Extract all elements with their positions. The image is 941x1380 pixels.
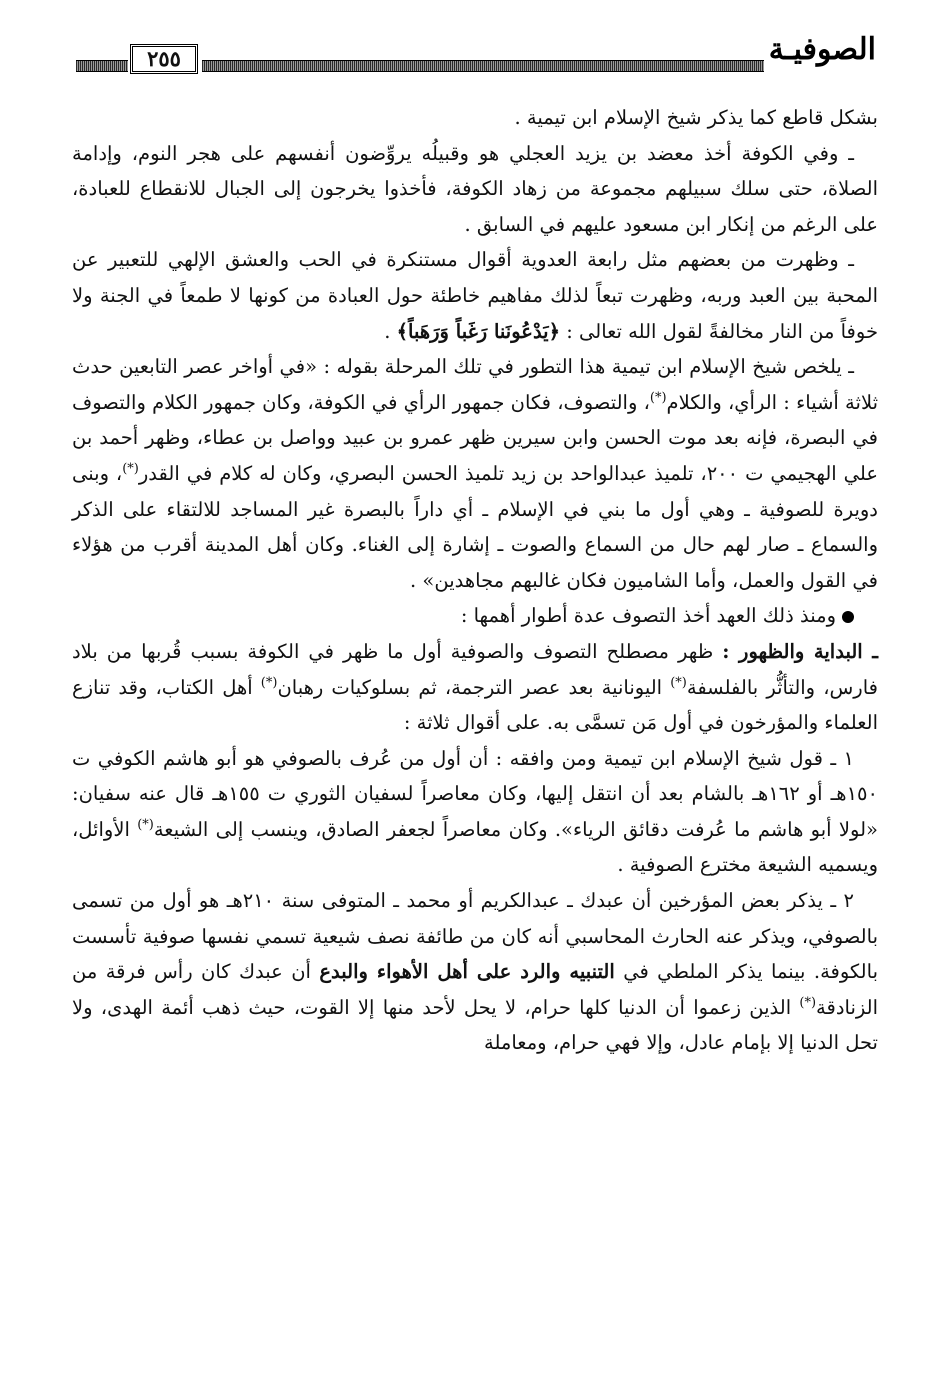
footnote-mark: (*) xyxy=(649,390,667,406)
paragraph-4-c: ، وبنى دويرة للصوفية ـ وهي أول ما بني في الإسلام ـ أي داراً بالبصرة غير المساجد للالتقاء على الذكر والسماع ـ صار لهم حال من السماع والصوت ـ إشارة إلى الغناء. وكان أهل المدينة أقرب من هؤلاء في القول والعمل، وأما الشاميون فكان غالبهم مجاهدين» . xyxy=(72,461,878,592)
paragraph-3-end: . xyxy=(384,319,397,343)
page-body xyxy=(72,100,878,1061)
book-title: التنبيه والرد على أهل الأهواء والبدع xyxy=(319,960,615,984)
page-header xyxy=(76,28,876,78)
footnote-mark: (*) xyxy=(799,995,817,1011)
paragraph-3-text: ـ وظهرت من بعضهم مثل رابعة العدوية أقوال مستنكرة في الحب والعشق الإلهي للتعبير عن المحبة بين العبد وربه، وظهرت تبعاً لذلك مفاهيم خاطئة حول العبادة من كونها لا طمعاً في الجنة ولا خوفاً من النار مخالفةً لقول الله تعالى : xyxy=(72,248,878,343)
section-label: ـ البداية والظهور : xyxy=(722,639,879,663)
paragraph-2: ـ وفي الكوفة أخذ معضد بن يزيد العجلي هو وقبيلُه يروِّضون أنفسهم على هجر النوم، وإدامة الصلاة، حتى سلك سبيلهم مجموعة من زهاد الكوفة، فأخذوا يخرجون إلى الجبال للانقطاع للعبادة، على الرغم من إنكار ابن مسعود عليهم في السابق . xyxy=(72,141,878,236)
paragraph-8 xyxy=(72,883,878,1061)
paragraph-6-c: أهل الكتاب، وقد تنازع العلماء والمؤرخون في أول مَن تسمَّى به. على أقوال ثلاثة : xyxy=(72,675,878,735)
footnote-mark: (*) xyxy=(122,461,139,477)
running-title: الصوفيـة xyxy=(768,32,876,67)
paragraph-5 xyxy=(72,598,878,634)
paragraph-8-a: ٢ ـ يذكر بعض المؤرخين أن عبدك ـ عبدالكريم أو محمد ـ المتوفى سنة ٢١٠هـ هو أول من تسمى بالصوفي، ويذكر عنه الحارث المحاسبي أنه كان من طائفة نصف شيعية تسمي نفسها صوفية تأسست بالكوفة. بينما يذكر الملطي في xyxy=(72,889,878,984)
paragraph-7-a: ١ ـ قول شيخ الإسلام ابن تيمية ومن وافقه : أن أول من عُرف بالصوفي هو أبو هاشم الكوفي ت ١٥٠هـ أو ١٦٢هـ بالشام بعد أن انتقل إليها، وكان معاصراً لسفيان الثوري ت ١٥٥هـ قال عنه سفيان: «لولا أبو هاشم ما عُرفت دقائق الرياء». وكان معاصراً لجعفر الصادق، وينسب إلى الشيعة xyxy=(72,746,878,841)
paragraph-7 xyxy=(72,741,878,883)
footnote-mark: (*) xyxy=(670,675,687,690)
bullet-icon xyxy=(842,611,854,623)
paragraph-4 xyxy=(72,349,878,598)
paragraph-5-text: ومنذ ذلك العهد أخذ التصوف عدة أطوار أهمها : xyxy=(460,604,836,628)
page-number: ٢٥٥ xyxy=(130,44,198,74)
paragraph-7-b: الأوائل، ويسميه الشيعة مخترع الصوفية . xyxy=(72,817,878,877)
header-rule xyxy=(202,60,764,72)
quran-verse: ﴿يَدْعُونَنا رَغَباً وَرَهَباً﴾ xyxy=(396,319,561,343)
paragraph-6 xyxy=(72,634,878,741)
paragraph-6-a: ظهر مصطلح التصوف والصوفية أول ما ظهر في الكوفة بسبب قُربها من بلاد فارس، والتأثُّر بالفلسفة xyxy=(72,639,878,699)
header-rule-left xyxy=(76,60,128,72)
footnote-mark: (*) xyxy=(137,817,154,833)
paragraph-6-b: اليونانية بعد عصر الترجمة، ثم بسلوكيات رهبان xyxy=(277,675,671,699)
footnote-mark: (*) xyxy=(260,675,278,690)
paragraph-8-b: أن عبدك كان رأس فرقة من الزنادقة xyxy=(72,960,878,1019)
paragraph-4-b: ، والتصوف، فكان جمهور الرأي في الكوفة، وكان جمهور الكلام والتصوف في البصرة، فإنه بعد موت الحسن وابن سيرين ظهر عمرو بن عبيد وواصل بن عطاء، وظهر أحمد بن علي الهجيمي ت ٢٠٠، تلميذ عبدالواحد بن زيد تلميذ الحسن البصري، وكان له كلام في القدر xyxy=(72,390,878,485)
paragraph-8-c: الذين زعموا أن الدنيا كلها حرام، لا يحل لأحد منها إلا القوت، حيث ذهب أئمة الهدى، ولا تحل الدنيا إلا بإمام عادل، وإلا فهي حرام، ومعاملة xyxy=(72,995,878,1055)
paragraph-1: بشكل قاطع كما يذكر شيخ الإسلام ابن تيمية . xyxy=(514,106,878,129)
paragraph-3 xyxy=(72,242,878,349)
paragraph-4-a: ـ يلخص شيخ الإسلام ابن تيمية هذا التطور في تلك المرحلة بقوله : «في أواخر عصر التابعين حدث ثلاثة أشياء : الرأي، والكلام xyxy=(72,355,879,414)
